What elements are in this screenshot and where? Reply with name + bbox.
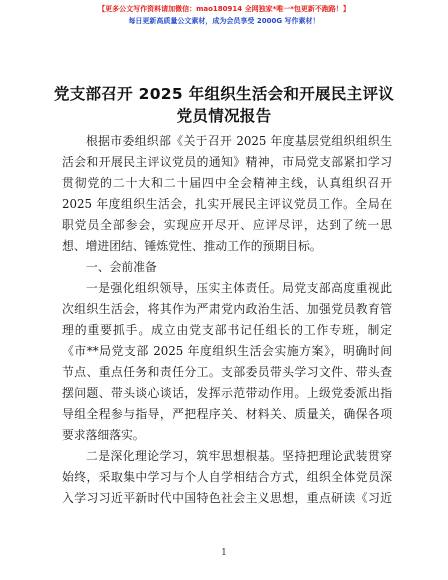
body-line: 2025 年度组织生活会，扎实开展民主评议党员工作。全局在: [62, 197, 392, 211]
document-title-line-1: 党支部召开 2025 年组织生活会和开展民主评议: [53, 85, 395, 103]
body-line: 《市**局党支部 2025 年度组织生活会实施方案》，明确时间: [62, 344, 392, 358]
body-line: 摆问题、带头谈心谈话，发挥示范带动作用。上级党委派出指: [62, 386, 392, 400]
body-line: 要求落细落实。: [62, 428, 145, 442]
section-heading: 一、会前准备: [86, 260, 157, 274]
promo-banner-line-1: 【更多公文写作资料请加微信：mao180914 全网独家*唯一*包更新不跑路！】: [98, 5, 350, 13]
body-line: 始终，采取集中学习与个人自学相结合方式，组织全体党员深: [62, 470, 392, 484]
body-line: 职党员全部参会，实现应开尽开、应评尽评，达到了统一思: [62, 218, 392, 232]
document-title-line-2: 党员情况报告: [176, 107, 272, 125]
body-line: 节点、重点任务和责任分工。支部委员带头学习文件、带头查: [62, 365, 392, 379]
promo-banner-line-2: 每日更新高质量公文素材，成为会员享受 2000G 写作素材！: [128, 17, 320, 25]
body-line: 一是强化组织领导，压实主体责任。局党支部高度重视此: [86, 281, 392, 295]
body-line: 活会和开展民主评议党员的通知》精神，市局党支部紧扣学习: [62, 155, 392, 169]
body-line: 想、增进团结、锤炼党性、推动工作的预期目标。: [62, 239, 322, 253]
body-line: 次组织生活会，将其作为严肃党内政治生活、加强党员教育管: [62, 302, 392, 316]
body-line: 贯彻党的二十大和二十届四中全会精神主线，认真组织召开: [62, 176, 392, 190]
page-number: 1: [221, 548, 227, 558]
document-body: [62, 131, 392, 509]
body-line: 根据市委组织部《关于召开 2025 年度基层党组织组织生: [86, 134, 392, 148]
body-line: 入学习习近平新时代中国特色社会主义思想，重点研读《习近: [62, 491, 392, 505]
body-line: 二是深化理论学习，筑牢思想根基。坚持把理论武装贯穿: [86, 449, 392, 463]
body-line: 导组全程参与指导，严把程序关、材料关、质量关，确保各项: [62, 407, 392, 421]
body-line: 理的重要抓手。成立由党支部书记任组长的工作专班，制定: [62, 323, 392, 337]
